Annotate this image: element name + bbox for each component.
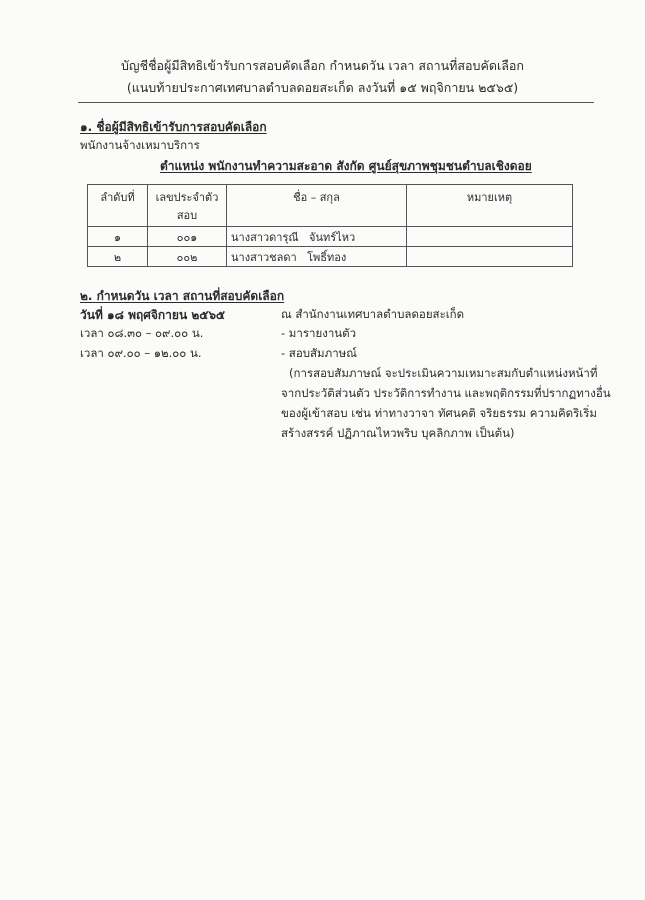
interview-note-line: จากประวัติส่วนตัว ประวัติการทำงาน และพฤติกรรมที่ปรากฏทางอื่น [281,386,611,400]
slot-activity: - สอบสัมภาษณ์ [281,346,357,360]
exam-location: ณ สำนักงานเทศบาลตำบลดอยสะเก็ด [281,307,465,321]
employee-type: พนักงานจ้างเหมาบริการ [80,138,200,152]
header-divider [78,102,594,103]
section1-title: ๑. ชื่อผู้มีสิทธิเข้ารับการสอบคัดเลือก [80,120,267,134]
slot-time: เวลา ๐๘.๓๐ – ๐๙.๐๐ น. [80,326,204,340]
interview-note-line: ของผู้เข้าสอบ เช่น ท่าทางวาจา ทัศนคติ จริยธรรม ความคิดริเริ่ม [281,406,597,420]
exam-date: วันที่ ๑๘ พฤศจิกายน ๒๕๖๕ [80,308,226,322]
table-row [88,247,573,267]
cell-exam-id: ๐๐๒ [148,247,227,267]
col-header-name: ชื่อ – สกุล [227,185,407,227]
cell-name: นางสาวชลดา โพธิ์ทอง [227,247,407,267]
cell-note [407,247,573,267]
cell-note [407,227,573,247]
position-line: ตำแหน่ง พนักงานทำความสะอาด สังกัด ศูนย์สุขภาพชุมชนตำบลเชิงดอย [160,159,532,173]
cell-no: ๒ [88,247,148,267]
cell-name: นางสาวดารุณี จันทร์ไหว [227,227,407,247]
table-header-row [88,185,573,227]
interview-note-line: (การสอบสัมภาษณ์ จะประเมินความเหมาะสมกับตำแหน่งหน้าที่ [289,366,598,380]
cell-exam-id: ๐๐๑ [148,227,227,247]
candidate-table [87,184,573,267]
header-title: บัญชีชื่อผู้มีสิทธิเข้ารับการสอบคัดเลือก กำหนดวัน เวลา สถานที่สอบคัดเลือก [121,58,524,73]
slot-time: เวลา ๐๙.๐๐ – ๑๒.๐๐ น. [80,346,202,360]
table-row [88,227,573,247]
col-header-no: ลำดับที่ [88,185,148,227]
header-subtitle: (แนบท้ายประกาศเทศบาลตำบลดอยสะเก็ด ลงวันที่ ๑๕ พฤจิกายน ๒๕๖๕) [126,80,519,95]
col-header-note: หมายเหตุ [407,185,573,227]
interview-note-line: สร้างสรรค์ ปฏิภาณไหวพริบ บุคลิกภาพ เป็นต้น) [281,426,515,440]
section2-title: ๒. กำหนดวัน เวลา สถานที่สอบคัดเลือก [80,289,285,303]
col-header-exam-id: เลขประจำตัว สอบ [148,185,227,227]
slot-activity: - มารายงานตัว [281,326,357,340]
cell-no: ๑ [88,227,148,247]
